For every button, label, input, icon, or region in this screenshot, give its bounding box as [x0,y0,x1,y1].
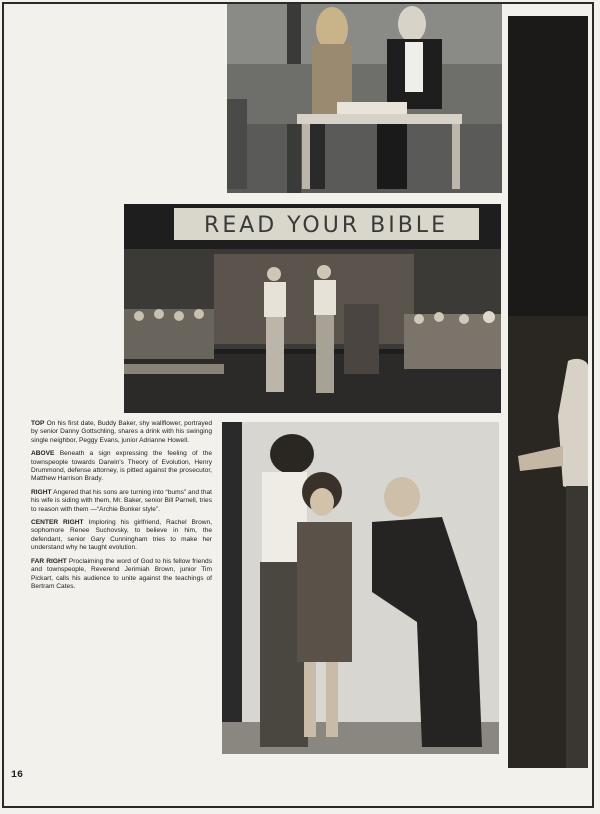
photo-far-right-image [508,16,588,768]
caption-far-right [31,558,212,592]
photo-far-right-reverend [508,16,588,768]
caption-top [31,420,212,445]
photo-above-image [124,204,501,413]
caption-above-text: Beneath a sign expressing the feeling of the townspeople towards Darwin's Theory of Evolution, Henry Drummond, defense attorney, is pitted against the prosecutor, Matthew Harrison Brady. [31,450,212,483]
photo-right-image [222,422,499,754]
caption-above-lead: ABOVE [31,450,55,458]
photo-right-family-scene [222,422,499,754]
caption-top-text: On his first date, Buddy Baker, shy wallflower, portrayed by senior Danny Gottschling, shares a drink with his swinging single neighbor, Peggy Evans, junior Adrianne Howell. [31,420,212,444]
caption-far-right-text: Proclaiming the word of God to his fellow friends and townspeople, Reverend Jerimiah Brown, junior Tim Pickart, calls his audience to unite against the teachings of Bertram Cates. [31,557,213,590]
caption-center-right-lead: CENTER RIGHT [31,519,84,527]
caption-block [31,420,212,596]
caption-right-text: Angered that his sons are turning into “bums” and that his wife is siding with them, Mr. Baker, senior Bill Parnell, tries to reason with them —“Archie Bunker style”. [31,488,212,513]
photo-top-date-scene [227,4,502,193]
caption-center-right-text: Imploring his girlfriend, Rachel Brown, sophomore Renee Suchovsky, to believe in him, the defendant, senior Gary Cunningham tries to make her understand why he taught evolution. [31,519,212,552]
caption-right [31,489,212,514]
caption-far-right-lead: FAR RIGHT [31,557,67,565]
page-number: 16 [11,770,24,781]
caption-right-lead: RIGHT [31,488,52,496]
caption-top-lead: TOP [31,420,45,427]
caption-center-right [31,519,212,553]
banner-text: READ YOUR BIBLE [204,213,448,238]
photo-above-courtroom [124,204,501,413]
caption-above [31,450,212,484]
photo-top-image [227,4,502,193]
